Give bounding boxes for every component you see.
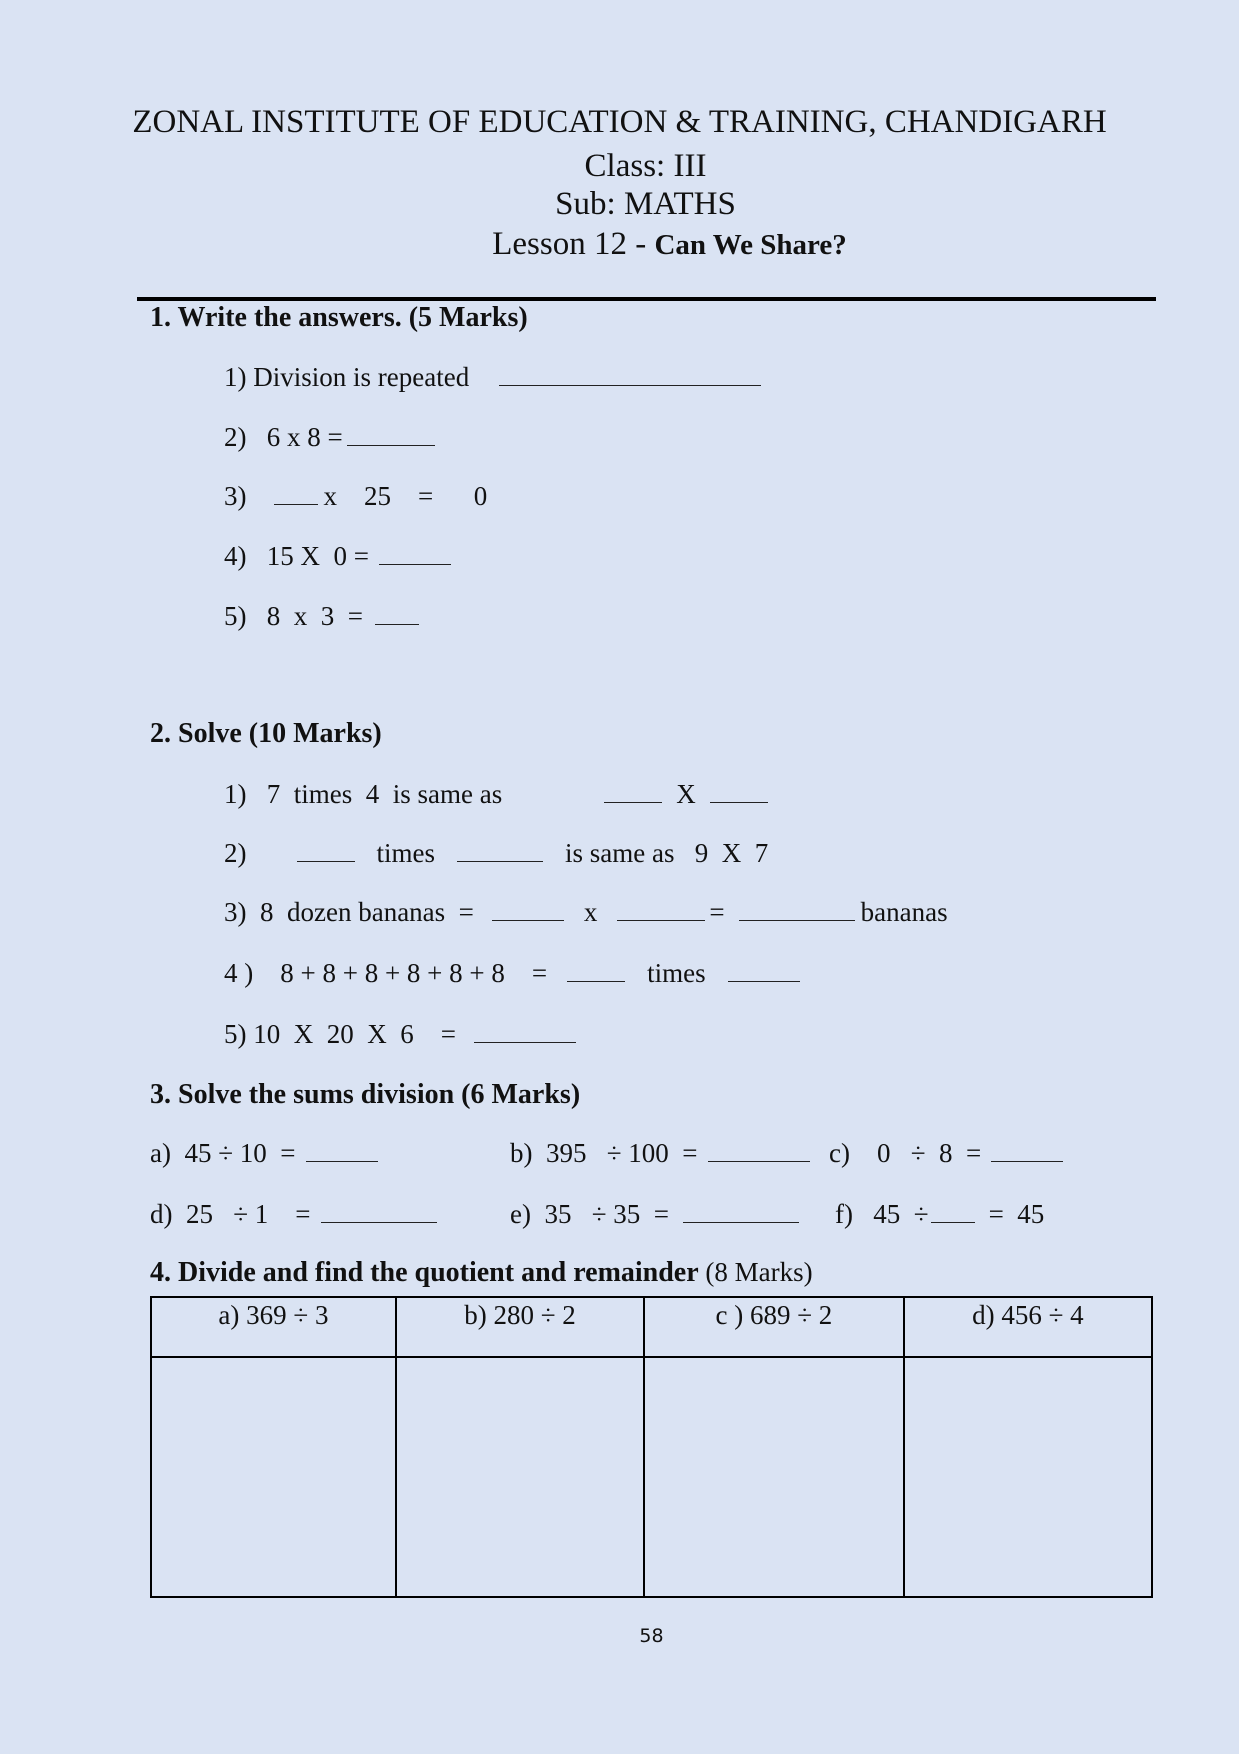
s1-q5: [224, 601, 419, 632]
s2-q4: [224, 958, 800, 989]
s2-q4-text: 4 ) 8 + 8 + 8 + 8 + 8 + 8 =: [224, 958, 548, 988]
answer-blank[interactable]: [991, 1139, 1063, 1162]
s2-q1-times: X: [676, 779, 696, 809]
s1-q3-text: x 25 = 0: [323, 481, 488, 511]
work-cell[interactable]: [644, 1357, 904, 1597]
s1-q2: [224, 422, 435, 453]
s3-e: [510, 1199, 799, 1230]
class-line: Class: III: [584, 148, 707, 184]
section4-title: [150, 1257, 813, 1289]
table-header-cell: c ) 689 ÷ 2: [644, 1297, 904, 1357]
s1-q4-text: 4) 15 X 0 =: [224, 541, 369, 571]
s1-q1: [224, 362, 761, 393]
work-cell[interactable]: [396, 1357, 644, 1597]
answer-blank[interactable]: [499, 363, 761, 386]
s2-q2: [224, 838, 768, 869]
s1-q1-text: 1) Division is repeated: [224, 362, 470, 392]
section4-title-bold: 4. Divide and find the quotient and remainder: [150, 1257, 699, 1288]
answer-blank[interactable]: [321, 1200, 437, 1223]
s2-q5-text: 5) 10 X 20 X 6 =: [224, 1019, 456, 1049]
answer-blank[interactable]: [683, 1200, 799, 1223]
section2-title: 2. Solve (10 Marks): [150, 718, 382, 749]
answer-blank[interactable]: [728, 959, 800, 982]
answer-blank[interactable]: [274, 482, 318, 505]
s3-a: [150, 1138, 378, 1169]
work-cell[interactable]: [151, 1357, 396, 1597]
answer-blank[interactable]: [604, 780, 662, 803]
s2-q1-text: 1) 7 times 4 is same as: [224, 779, 503, 809]
s3-d: [150, 1199, 437, 1230]
s2-q2-num: 2): [224, 838, 247, 868]
answer-blank[interactable]: [710, 780, 768, 803]
s1-q3: [224, 481, 487, 512]
answer-blank[interactable]: [457, 839, 543, 862]
answer-blank[interactable]: [306, 1139, 378, 1162]
answer-blank[interactable]: [379, 542, 451, 565]
table-header-cell: a) 369 ÷ 3: [151, 1297, 396, 1357]
s3-c: [829, 1138, 1063, 1169]
table-header-cell: d) 456 ÷ 4: [904, 1297, 1152, 1357]
answer-blank[interactable]: [375, 602, 419, 625]
subject-line: Sub: MATHS: [555, 186, 736, 222]
section4-marks: (8 Marks): [698, 1257, 813, 1287]
lesson-title: Can We Share?: [654, 229, 847, 261]
lesson-prefix: Lesson 12 -: [492, 226, 655, 262]
s2-q3-eq: =: [709, 897, 725, 927]
s2-q1: [224, 779, 768, 810]
s2-q3-unit: bananas: [860, 897, 948, 927]
s1-q4: [224, 541, 451, 572]
answer-blank[interactable]: [708, 1139, 810, 1162]
answer-blank[interactable]: [492, 898, 564, 921]
work-cell[interactable]: [904, 1357, 1152, 1597]
s2-q5: [224, 1019, 576, 1050]
answer-blank[interactable]: [347, 423, 435, 446]
s2-q4-times: times: [647, 958, 706, 988]
s3-d-text: d) 25 ÷ 1 =: [150, 1199, 311, 1229]
s3-a-text: a) 45 ÷ 10 =: [150, 1138, 296, 1168]
lesson-line: [50, 226, 1239, 263]
s2-q3-x: x: [583, 897, 598, 927]
answer-blank[interactable]: [617, 898, 705, 921]
s3-f-result: = 45: [988, 1199, 1045, 1229]
s3-f: [835, 1199, 1044, 1230]
answer-blank[interactable]: [474, 1020, 576, 1043]
s2-q2-text: is same as 9 X 7: [565, 838, 769, 868]
division-table: [150, 1296, 1153, 1598]
header-rule: [137, 297, 1156, 301]
s3-e-text: e) 35 ÷ 35 =: [510, 1199, 670, 1229]
s2-q2-times: times: [376, 838, 435, 868]
s1-q2-text: 2) 6 x 8 =: [224, 422, 343, 452]
answer-blank[interactable]: [931, 1200, 975, 1223]
s3-f-text: f) 45 ÷: [835, 1199, 929, 1229]
answer-blank[interactable]: [567, 959, 625, 982]
institute-name: ZONAL INSTITUTE OF EDUCATION & TRAINING, CHANDIGARH: [132, 104, 1107, 140]
s2-q3: [224, 897, 948, 928]
s3-b: [510, 1138, 810, 1169]
s3-b-text: b) 395 ÷ 100 =: [510, 1138, 698, 1168]
section1-title: 1. Write the answers. (5 Marks): [150, 302, 528, 333]
answer-blank[interactable]: [297, 839, 355, 862]
s3-c-text: c) 0 ÷ 8 =: [829, 1138, 982, 1168]
s2-q3-text: 3) 8 dozen bananas =: [224, 897, 474, 927]
table-header-cell: b) 280 ÷ 2: [396, 1297, 644, 1357]
s1-q5-text: 5) 8 x 3 =: [224, 601, 363, 631]
section3-title: 3. Solve the sums division (6 Marks): [150, 1079, 581, 1110]
page-number: 58: [639, 1625, 664, 1647]
s1-q3-num: 3): [224, 481, 247, 511]
answer-blank[interactable]: [739, 898, 855, 921]
